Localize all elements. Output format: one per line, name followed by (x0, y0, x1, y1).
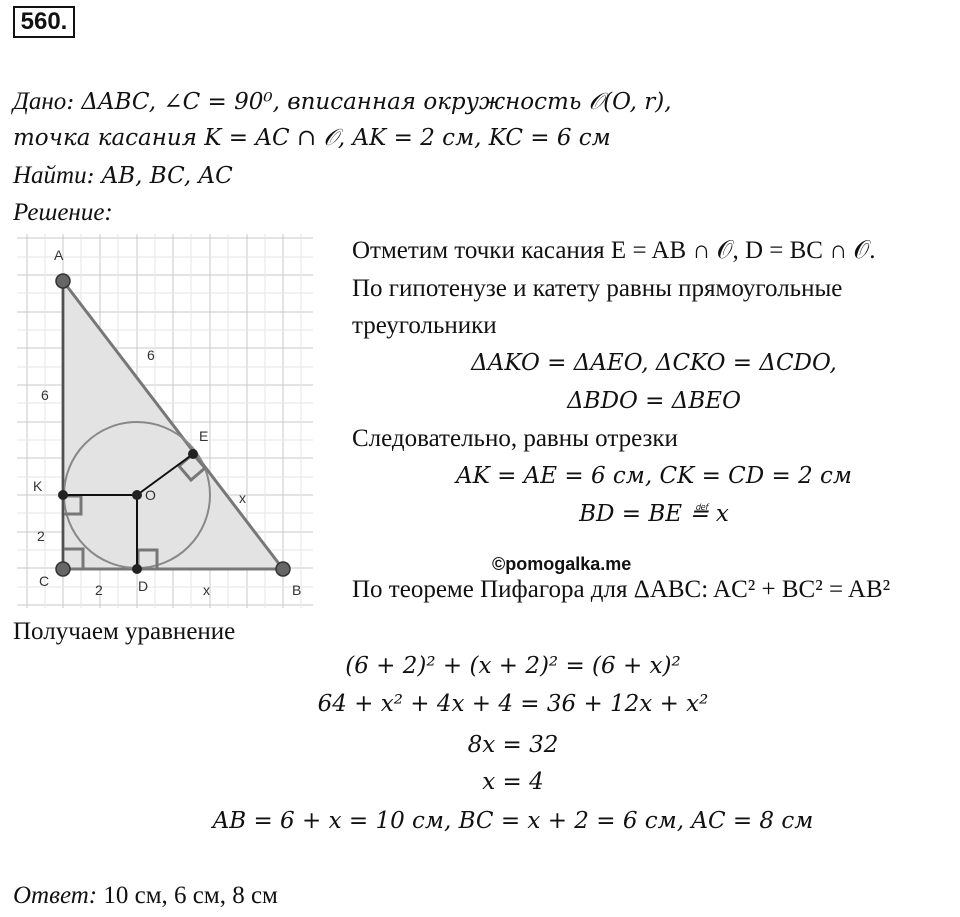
consequently-line: Следовательно, равны отрезки (352, 425, 678, 452)
point-c (56, 562, 70, 576)
label-k: K (33, 478, 43, 494)
solution-label: Решение: (13, 199, 113, 226)
triangle-figure (17, 234, 313, 608)
label-db: x (203, 582, 210, 598)
hypotenuse-line: По гипотенузе и катету равны прямоугольные (352, 275, 843, 302)
label-a: A (54, 247, 64, 263)
equation-2: 64 + x² + 4x + 4 = 36 + 12x + x² (317, 691, 709, 717)
find-text: : AB, BC, AC (86, 163, 233, 189)
label-d: D (138, 578, 149, 594)
point-d (132, 564, 142, 574)
watermark: ©pomogalka.me (492, 554, 632, 574)
find-line (13, 160, 233, 192)
label-c: C (39, 573, 50, 589)
given-text-2: точка касания K = AC ∩ 𝒪, AK = 2 см, KC = 6 см (13, 125, 611, 151)
triangles-word: треугольники (352, 312, 497, 339)
equal-segments-2: BD = BE ≝ x (579, 501, 729, 527)
equal-segments-1: AK = AE = 6 см, CK = CD = 2 см (456, 463, 852, 489)
problem-number: 560. (13, 6, 75, 38)
given-line-2 (13, 122, 611, 154)
equation-3: 8x = 32 (467, 732, 559, 758)
find-label: Найти (13, 162, 87, 189)
given-label: Дано (13, 88, 67, 115)
equation-4: x = 4 (482, 769, 544, 795)
label-ak: 6 (41, 387, 49, 403)
point-k (58, 490, 68, 500)
equation-label: Получаем уравнение (13, 618, 236, 645)
label-kc: 2 (37, 528, 45, 544)
label-ae: 6 (147, 347, 155, 363)
label-eb: x (239, 490, 246, 506)
tangent-points-line: Отметим точки касания E = AB ∩ 𝒪, D = BC ∩ 𝒪. (352, 237, 876, 264)
label-e: E (199, 428, 209, 444)
point-b (276, 562, 290, 576)
answer-line (13, 880, 278, 912)
congruence-1: ΔAKO = ΔAEO, ΔCKO = ΔCDO, (471, 350, 837, 376)
equation-results: AB = 6 + x = 10 см, BC = x + 2 = 6 см, AC = 8 см (212, 808, 814, 834)
point-a (56, 274, 70, 288)
label-o: O (145, 487, 156, 503)
point-o (132, 490, 142, 500)
answer-text: 10 см, 6 см, 8 см (97, 882, 278, 909)
equation-1: (6 + 2)² + (x + 2)² = (6 + x)² (345, 653, 681, 679)
congruence-2: ΔBDO = ΔBEO (567, 388, 741, 414)
label-cd: 2 (95, 582, 103, 598)
given-line-1 (13, 86, 672, 118)
point-e (188, 449, 198, 459)
answer-label: Ответ: (13, 882, 98, 909)
label-b: B (292, 582, 302, 598)
pythagoras-line: По теореме Пифагора для ΔABC: AC² + BC² = AB² (352, 576, 891, 603)
given-text-1: : ΔABC, ∠C = 90⁰, вписанная окружность 𝒪(O, r), (66, 89, 672, 115)
